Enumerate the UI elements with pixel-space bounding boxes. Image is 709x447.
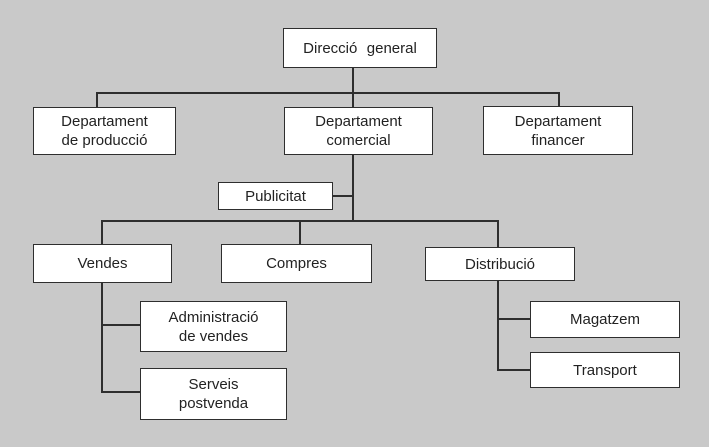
node-distribucio — [425, 247, 575, 281]
node-transport-label: Transport — [573, 361, 637, 379]
node-magatzem — [530, 301, 680, 338]
connector-distribucio-drop — [497, 220, 499, 247]
node-direccio-general-label: Direcció general — [303, 39, 417, 57]
node-serveis-postvenda-line1: Serveis — [188, 376, 239, 393]
connector-compres-drop — [299, 220, 301, 244]
node-transport — [530, 352, 680, 388]
node-departament-produccio-line1: Departament — [61, 113, 148, 130]
node-vendes — [33, 244, 172, 283]
node-departament-comercial-line1: Departament — [315, 113, 402, 130]
node-magatzem-label: Magatzem — [569, 311, 641, 328]
connector-financer-drop — [558, 92, 560, 106]
node-administracio-vendes-line2: de vendes — [178, 327, 249, 345]
node-vendes-label: Vendes — [77, 255, 128, 272]
connector-root-drop — [352, 68, 354, 107]
connector-distribucio-children-spine — [497, 281, 499, 371]
node-departament-comercial — [284, 107, 433, 155]
node-departament-comercial-line2: comercial — [326, 132, 391, 149]
node-distribucio-label: Distribució — [464, 255, 536, 273]
node-serveis-postvenda-line2: postvenda — [178, 395, 249, 412]
node-departament-produccio-line2: de producció — [61, 132, 148, 149]
node-publicitat-label: Publicitat — [245, 187, 306, 205]
connector-comercial-drop — [352, 155, 354, 221]
connector-produccio-drop — [96, 92, 98, 107]
node-departament-financer-line1: Departament — [514, 112, 602, 130]
node-departament-financer — [483, 106, 633, 155]
node-departament-produccio — [33, 107, 176, 155]
node-direccio-general — [283, 28, 437, 68]
connector-vendes-children-spine — [101, 283, 103, 393]
connector-transport-stub — [497, 369, 530, 371]
connector-admin-vendes-stub — [101, 324, 140, 326]
node-compres-label: Compres — [266, 255, 327, 272]
node-publicitat — [218, 182, 333, 210]
connector-serveis-stub — [101, 391, 140, 393]
node-departament-financer-line2: financer — [531, 131, 585, 149]
node-administracio-vendes-line1: Administració — [168, 308, 259, 326]
connector-level1-horizontal — [96, 92, 560, 94]
node-administracio-vendes — [140, 301, 287, 352]
connector-magatzem-stub — [497, 318, 530, 320]
node-serveis-postvenda — [140, 368, 287, 420]
connector-vendes-drop — [101, 220, 103, 244]
node-compres — [221, 244, 372, 283]
connector-publicitat-stub — [333, 195, 353, 197]
